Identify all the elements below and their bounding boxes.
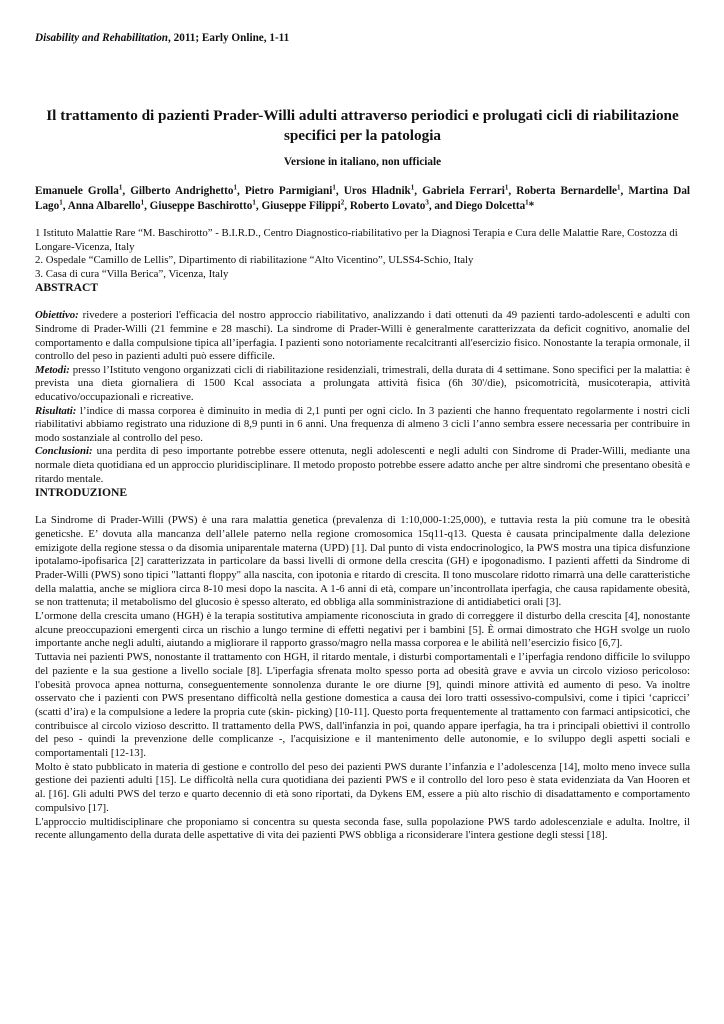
author (149, 197, 262, 212)
author-separator: , (236, 185, 245, 197)
introduction-paragraph: La Sindrome di Prader-Willi (PWS) è una rara malattia genetica (prevalenza di 1:10,000-1:25,000), e tuttavia resta la più comune tra le obesità geneticshe. E’ dovuta alla mancanza dell’allele paterno nella regione cromosomica 15q11-q13. Questa è causata principalmente dalla delezione emizigote della regione stessa o da disomia uniparentale materna (UPD) [1]. Dal punto di vista endocrinologico, la PWS mostra una tipica disfunzione ipotalamo-ipofisarica [2] caratterizzata in particolare da bassi livelli di ormone della crescita (GH) e ipogonadismo. I pazienti affetti da Sindrome di Prader-Willi (PWS) sono tipici "lattanti floppy" alla nascita, con ipotonia e ritardo di crescita. Il tono muscolare ridotto rimarrà una delle caratteristiche della malattia, anche se migliora circa 8-10 mesi dopo la nascita. A 1-6 anni di età, compare un’incontrollata iperfagia, che causa rapidamente obesità, se non trattenuta; il metabolismo del glucosio è spesso alterato, ed obbliga alla somministrazione di antidiabetici orali [3]. (35, 514, 690, 609)
author-affiliation-mark: 1 (252, 197, 256, 206)
abstract-body (35, 309, 690, 486)
author-name: Diego Dolcetta (455, 199, 526, 212)
author-affiliation-mark: 1 (118, 183, 123, 192)
abstract-heading: ABSTRACT (35, 281, 99, 295)
author-separator: , (344, 199, 350, 212)
author-separator: , (414, 185, 423, 197)
author-separator: , (508, 185, 517, 197)
author (35, 185, 130, 197)
abstract-text: una perdita di peso importante potrebbe essere ottenuta, negli adolescenti e negli adulti con Sindrome di Prader-Willi, mediante una normale dieta quotidiana ed un approccio pluridisciplinare. Il metodo proposto potrebbe essere adatto anche per altre sindromi che presentano obesità e ritardo mentale. (35, 445, 690, 485)
author-affiliation-mark: 1 (504, 183, 509, 192)
introduction-paragraph: Molto è stato pubblicato in materia di gestione e controllo del peso dei pazienti PWS durante l’infanzia e l’adolescenza [14], molto meno invece sulla gestione dei pazienti adulti [15]. Le difficoltà nella cura quotidiana dei pazienti PWS e il controllo del loro peso è stata evidenziata da Van Hooren et al. [16]. Gli adulti PWS del terzo e quarto decennio di età sono riportati, da Dykens EM, essere a più alto rischio di disadattamento e comportamento compulsivo [17]. (35, 760, 690, 814)
author-name: Emanuele Grolla (35, 185, 119, 197)
author-name: Martina Dal Lago (35, 185, 691, 212)
author-name: Gabriela Ferrari (422, 185, 505, 197)
author (422, 185, 516, 197)
abstract-label: Metodi: (35, 363, 70, 376)
introduction-paragraph: L’ormone della crescita umano (HGH) è la terapia sostitutiva ampiamente riconosciuta in grado di correggere il disturbo della crescita [4], nonostante alcune preoccupazioni emergenti circa un rischio a lungo termine di effetti negativi per i bambini [5]. È ormai dimostrato che HGH svolge un ruolo importante anche negli adulti, aiutando a migliorare il rapporto grasso/magro nella massa corporea e le abilità nell’esercizio fisico [6,7]. (35, 610, 690, 650)
author (349, 197, 456, 212)
abstract-section-methods (35, 364, 690, 405)
affiliation: 3. Casa di cura “Villa Berica”, Vicenza, Italy (35, 267, 229, 280)
author (516, 185, 628, 197)
abstract-text: presso l’Istituto vengono organizzati cicli di riabilitazione residenziali, trimestrali, della durata di 4 settimane. Sono specifici per la malattia: è prevista una dieta giornaliera di 1500 Kcal associata a prolungata attività fisica (6h 30'/die), psicomotricità, musicoterapia, attività educativo/occupazionali e ricreative. (35, 363, 690, 403)
journal-name: Disability and Rehabilitation (35, 32, 169, 44)
paper-page (35, 32, 690, 843)
author-affiliation-mark: 1 (59, 197, 63, 206)
author (245, 185, 344, 197)
author-affiliation-mark: 1 (140, 197, 145, 206)
author-separator: , (335, 185, 344, 197)
author-name: Roberta Bernardelle (516, 185, 618, 197)
author-name: Uros Hladnik (343, 185, 411, 197)
abstract-section-conclusions (35, 445, 690, 486)
affiliation: 2. Ospedale “Camillo de Lellis”, Dipartimento di riabilitazione “Alto Vicentino”, ULSS4-Schio, Italy (35, 254, 474, 267)
introduction-body (35, 514, 690, 843)
author-affiliation-mark: 2 (340, 197, 345, 206)
author (67, 197, 150, 212)
author-separator: , (122, 185, 131, 197)
abstract-label: Conclusioni: (35, 445, 93, 458)
author-separator: , (620, 185, 629, 197)
author-affiliation-mark: 1 (410, 183, 415, 192)
author-affiliation-mark: 3 (425, 197, 429, 206)
paper-subtitle: Versione in italiano, non ufficiale (283, 156, 442, 168)
author-affiliation-mark: 1 (332, 183, 336, 192)
author-affiliation-mark: 1 (617, 183, 621, 192)
author (344, 185, 422, 197)
corresponding-author-mark: * (528, 199, 535, 212)
abstract-text: rivedere a posteriori l'efficacia del nostro approccio riabilitativo, analizzando i dati ottenuti da 49 pazienti tardo-adolescenti e adulti con Sindrome di Prader-Willi (21 femmine e 28 maschi). La sindrome di Prader-Willi è generalmente caratterizzata da deficit cognitivo, anomalie del comportamento e dalla compulsione tipica all’iperfagia. I pazienti sono notoriamente recalcitranti all'esercizio fisico. Nonostante la terapia ormonale, il controllo del peso in pazienti adulti può essere difficile. (35, 309, 690, 363)
abstract-label: Risultati: (35, 404, 77, 417)
journal-citation (35, 32, 690, 44)
author-name: Giuseppe Baschirotto (149, 199, 253, 212)
author-name: Gilberto Andrighetto (130, 185, 234, 197)
author-separator: , (255, 199, 262, 212)
author (455, 197, 535, 212)
author-name: Pietro Parmigiani (244, 185, 333, 197)
author-name: Anna Albarello (67, 199, 141, 212)
affiliation: 1 Istituto Malattie Rare “M. Baschirotto” - B.I.R.D., Centro Diagnostico-riabilitativo per la Diagnosi Terapia e Cura delle Malattie Rare, Costozza di Longare-Vicenza, Italy (35, 227, 678, 253)
introduction-paragraph: Tuttavia nei pazienti PWS, nonostante il trattamento con HGH, il ritardo mentale, i disturbi comportamentali e l’iperfagia rendono difficile lo sviluppo del paziente e la sua gestione a livello sociale [8]. L'iperfagia sfrenata molto spesso porta ad obesità grave e avvia un circolo vizioso pericoloso: l'obesità provoca apnea notturna, conseguentemente sonnolenza durante le ore diurne [9], quindi minore attività ed aumento di peso. Va inoltre osservato che i pazienti con PWS presentano difficoltà nella gestione domestica a causa dei loro tratti ossessivo-compulsivi, come i tipici ‘capricci’ (scatti d’ira) e la compulsione a ledere la propria cute (skin- picking) [10-11]. Questo porta frequentemente al trattamento con farmaci antipsicotici, che contribuisce al circolo vizioso descritto. Il trattamento della PWS, dall'infanzia in poi, quando appare iperfagia, ha tra i principali obiettivi il controllo del peso - quindi la prevenzione delle complicanze -, l'acquisizione e il mantenimento delle autonomie, e lo sviluppo degli aspetti sociali e comportamentali [12-13]. (35, 651, 690, 760)
author-separator: , (62, 199, 68, 212)
author-separator: , and (428, 199, 456, 212)
abstract-label: Obiettivo: (35, 309, 79, 322)
abstract-text: l’indice di massa corporea è diminuito in media di 2,1 punti per ogni ciclo. In 3 pazienti che hanno frequentato regolarmente i nostri cicli riabilitativi abbiamo registrato una riduzione di 8,9 punti in 6 anni. Una frequenza di almeno 3 cicli l’anno sembra essere necessaria per contribuire in modo sostanziale al controllo del peso. (35, 404, 690, 444)
author-affiliation-mark: 1 (525, 197, 529, 206)
introduction-heading: INTRODUZIONE (35, 486, 128, 500)
introduction-paragraph: L'approccio multidisciplinare che proponiamo si concentra su questa seconda fase, sulla popolazione PWS tardo adolescenziale e adulta. Inoltre, il recente allungamento della durata delle aspettative di vita dei pazienti PWS obbliga a riconsiderare l'intera gestione degli stessi [18]. (35, 815, 690, 842)
author-name: Roberto Lovato (349, 199, 426, 212)
abstract-section-results (35, 405, 690, 446)
affiliation-list (35, 227, 690, 281)
author-list (35, 184, 690, 213)
paper-title: Il trattamento di pazienti Prader-Willi adulti attraverso periodici e prolugati cicli di riabilitazione specifici per la patologia (46, 107, 679, 144)
abstract-section-objective (35, 309, 690, 363)
author-name: Giuseppe Filippi (261, 199, 341, 212)
author (130, 185, 245, 197)
journal-issue: , 2011; Early Online, 1-11 (168, 32, 290, 44)
author-affiliation-mark: 1 (233, 183, 237, 192)
author-separator: , (144, 199, 150, 212)
author (261, 197, 350, 212)
